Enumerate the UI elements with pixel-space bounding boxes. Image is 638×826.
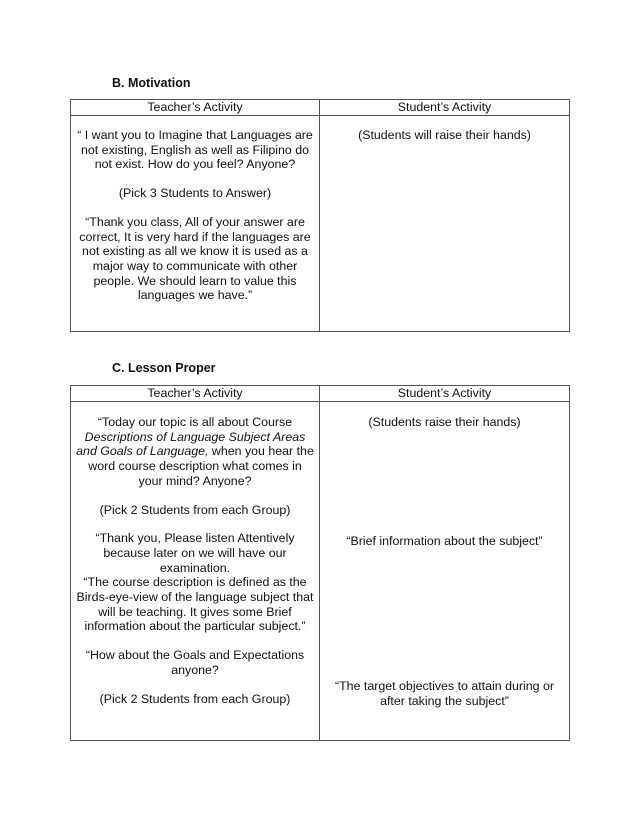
lesson-student-response-3: “The target objectives to attain during or after taking the subject” bbox=[334, 679, 555, 709]
lesson-heading-title: Lesson Proper bbox=[128, 361, 216, 375]
motivation-student-response: (Students will raise their hands) bbox=[358, 128, 531, 142]
lesson-teacher-topic-title: Descriptions of Language Subject Areas and Goals of Language, bbox=[76, 429, 306, 459]
motivation-heading bbox=[112, 75, 191, 91]
lesson-teacher-definition: “The course description is defined as the Birds-eye-view of the language subject that will be teaching. It gives some Brief information about the particular subject.” bbox=[76, 575, 314, 634]
lesson-teacher-topic bbox=[75, 415, 315, 489]
lesson-heading-letter: C. bbox=[112, 361, 125, 375]
lesson-student-cell bbox=[320, 402, 570, 741]
motivation-teacher-cell bbox=[71, 116, 320, 332]
lesson-body-row bbox=[71, 402, 570, 741]
lesson-teacher-cell bbox=[71, 402, 320, 741]
motivation-teacher-prompt: “ I want you to Imagine that Languages are not existing, English as well as Filipino do not exist. How do you feel? Anyone? bbox=[77, 128, 313, 172]
lesson-student-response-2: “Brief information about the subject” bbox=[346, 533, 543, 548]
lesson-header-row bbox=[71, 386, 570, 402]
lesson-teacher-goals-question: “How about the Goals and Expectations anyone? bbox=[85, 648, 305, 677]
lesson-student-response-1: (Students raise their hands) bbox=[368, 415, 521, 429]
motivation-teacher-header: Teacher’s Activity bbox=[71, 100, 320, 116]
lesson-teacher-topic-start: “Today our topic is all about Course bbox=[97, 415, 293, 429]
lesson-teacher-thanks: “Thank you, Please listen Attentively because later on we will have our examination. bbox=[95, 531, 295, 575]
lesson-teacher-instruction-2: (Pick 2 Students from each Group) bbox=[99, 691, 291, 706]
motivation-student-header: Student’s Activity bbox=[320, 100, 570, 116]
motivation-header-row bbox=[71, 100, 570, 116]
lesson-table bbox=[70, 385, 570, 741]
lesson-student-header: Student’s Activity bbox=[320, 386, 570, 402]
lesson-teacher-instruction-1: (Pick 2 Students from each Group) bbox=[99, 502, 291, 517]
motivation-table bbox=[70, 99, 570, 332]
motivation-teacher-closing: “Thank you class, All of your answer are correct, It is very hard if the languages are not existing as all we know it is used as a major way to communicate with other people. We should learn to value this languages we have.” bbox=[79, 214, 311, 303]
motivation-teacher-instruction: (Pick 3 Students to Answer) bbox=[118, 186, 272, 201]
motivation-heading-letter: B. bbox=[112, 76, 125, 90]
motivation-body-row bbox=[71, 116, 570, 332]
lesson-teacher-header: Teacher’s Activity bbox=[71, 386, 320, 402]
motivation-heading-title: Motivation bbox=[128, 76, 191, 90]
lesson-teacher-topic-end: when you hear the word course description what comes in your mind? Anyone? bbox=[88, 444, 314, 488]
motivation-student-cell bbox=[320, 116, 570, 332]
lesson-heading bbox=[112, 360, 216, 376]
